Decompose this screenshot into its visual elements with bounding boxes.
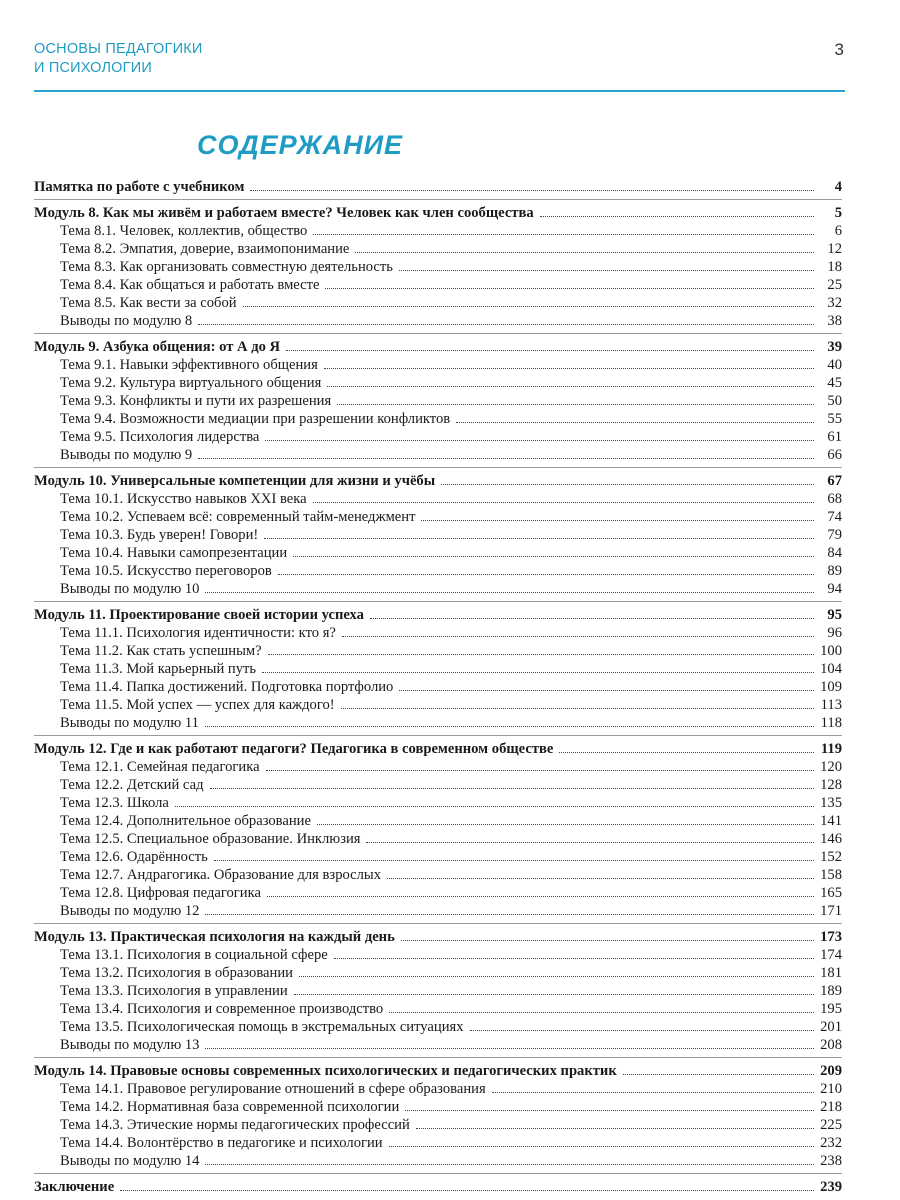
toc-entry-label: Тема 12.1. Семейная педагогика <box>60 759 260 775</box>
toc-topic-entry[interactable] <box>34 490 842 508</box>
toc-entry-page: 173 <box>820 929 842 945</box>
dot-leader <box>293 555 814 557</box>
toc-entry-label: Памятка по работе с учебником <box>34 179 245 195</box>
toc-entry-label: Тема 13.1. Психология в социальной сфере <box>60 947 328 963</box>
toc-topic-entry[interactable] <box>34 240 842 258</box>
dot-leader <box>264 537 814 539</box>
toc-entry-page: 209 <box>820 1063 842 1079</box>
toc-entry-label: Модуль 14. Правовые основы современных психологических и педагогических практик <box>34 1063 617 1079</box>
toc-entry-page: 118 <box>820 715 842 731</box>
toc-entry-label: Модуль 10. Универсальные компетенции для жизни и учёбы <box>34 473 436 489</box>
toc-entry-label: Тема 12.3. Школа <box>60 795 169 811</box>
toc-entry-label: Тема 13.4. Психология и современное производство <box>60 1001 384 1017</box>
toc-entry-page: 66 <box>827 447 842 463</box>
toc-entry-page: 89 <box>827 563 842 579</box>
toc-entry-page: 109 <box>820 679 842 695</box>
toc-entry-label: Тема 14.2. Нормативная база современной психологии <box>60 1099 400 1115</box>
toc-entry-page: 195 <box>820 1001 842 1017</box>
dot-leader <box>441 483 814 485</box>
section-divider <box>34 467 842 468</box>
toc-topic-entry[interactable] <box>34 446 842 464</box>
toc-entry-page: 158 <box>820 867 842 883</box>
toc-topic-entry[interactable] <box>34 276 842 294</box>
toc-topic-entry[interactable] <box>34 884 842 902</box>
book-title-line-1: ОСНОВЫ ПЕДАГОГИКИ <box>34 41 203 57</box>
toc-entry-page: 25 <box>827 277 842 293</box>
book-title <box>34 40 844 78</box>
toc-topic-entry[interactable] <box>34 294 842 312</box>
toc-entry-page: 174 <box>820 947 842 963</box>
toc-section-entry[interactable] <box>34 472 842 490</box>
toc-entry-page: 4 <box>834 179 842 195</box>
toc-entry-label: Тема 11.5. Мой успех — успех для каждого! <box>60 697 335 713</box>
dot-leader <box>250 189 814 191</box>
dot-leader <box>175 805 814 807</box>
toc-entry-label: Выводы по модулю 10 <box>60 581 200 597</box>
toc-topic-entry[interactable] <box>34 714 842 732</box>
toc-section-entry[interactable] <box>34 178 842 196</box>
toc-topic-entry[interactable] <box>34 562 842 580</box>
toc-topic-entry[interactable] <box>34 1152 842 1170</box>
toc-entry-label: Тема 12.4. Дополнительное образование <box>60 813 311 829</box>
dot-leader <box>243 305 814 307</box>
toc-topic-entry[interactable] <box>34 848 842 866</box>
section-divider <box>34 1173 842 1174</box>
toc-entry-label: Тема 9.3. Конфликты и пути их разрешения <box>60 393 332 409</box>
toc-topic-entry[interactable] <box>34 866 842 884</box>
dot-leader <box>370 617 814 619</box>
toc-topic-entry[interactable] <box>34 758 842 776</box>
toc-topic-entry[interactable] <box>34 1018 842 1036</box>
dot-leader <box>198 323 814 325</box>
toc-topic-entry[interactable] <box>34 946 842 964</box>
dot-leader <box>324 367 814 369</box>
toc-entry-page: 104 <box>820 661 842 677</box>
toc-entry-page: 79 <box>827 527 842 543</box>
toc-entry-page: 68 <box>827 491 842 507</box>
dot-leader <box>327 385 814 387</box>
toc-entry-page: 181 <box>820 965 842 981</box>
dot-leader <box>198 457 814 459</box>
toc-entry-label: Тема 8.4. Как общаться и работать вместе <box>60 277 320 293</box>
toc-topic-entry[interactable] <box>34 374 842 392</box>
toc-entry-label: Тема 12.5. Специальное образование. Инклюзия <box>60 831 361 847</box>
dot-leader <box>120 1189 814 1191</box>
dot-leader <box>325 287 814 289</box>
toc-topic-entry[interactable] <box>34 526 842 544</box>
toc-topic-entry[interactable] <box>34 410 842 428</box>
toc-entry-label: Модуль 9. Азбука общения: от А до Я <box>34 339 281 355</box>
toc-entry-label: Тема 10.4. Навыки самопрезентации <box>60 545 288 561</box>
dot-leader <box>341 707 814 709</box>
toc-entry-page: 189 <box>820 983 842 999</box>
toc-topic-entry[interactable] <box>34 392 842 410</box>
toc-section-entry[interactable] <box>34 740 842 758</box>
dot-leader <box>205 1047 814 1049</box>
toc-entry-page: 238 <box>820 1153 842 1169</box>
dot-leader <box>416 1127 814 1129</box>
dot-leader <box>389 1145 814 1147</box>
toc-section-entry[interactable] <box>34 204 842 222</box>
dot-leader <box>299 975 814 977</box>
toc-topic-entry[interactable] <box>34 1080 842 1098</box>
toc-entry-page: 113 <box>820 697 842 713</box>
dot-leader <box>470 1029 814 1031</box>
toc-topic-entry[interactable] <box>34 642 842 660</box>
toc-entry-page: 225 <box>820 1117 842 1133</box>
dot-leader <box>313 501 814 503</box>
toc-entry-page: 94 <box>827 581 842 597</box>
toc-entry-label: Тема 11.3. Мой карьерный путь <box>60 661 257 677</box>
dot-leader <box>421 519 814 521</box>
dot-leader <box>355 251 814 253</box>
toc-topic-entry[interactable] <box>34 678 842 696</box>
toc-entry-label: Тема 8.2. Эмпатия, доверие, взаимопонимание <box>60 241 350 257</box>
toc-entry-page: 232 <box>820 1135 842 1151</box>
toc-entry-label: Выводы по модулю 11 <box>60 715 199 731</box>
toc-entry-label: Модуль 12. Где и как работают педагоги? Педагогика в современном обществе <box>34 741 554 757</box>
toc-entry-page: 128 <box>820 777 842 793</box>
toc-entry-page: 32 <box>827 295 842 311</box>
toc-topic-entry[interactable] <box>34 982 842 1000</box>
toc-section-entry[interactable] <box>34 928 842 946</box>
toc-topic-entry[interactable] <box>34 1098 842 1116</box>
toc-section-entry[interactable] <box>34 1062 842 1080</box>
toc-topic-entry[interactable] <box>34 624 842 642</box>
toc-topic-entry[interactable] <box>34 1134 842 1152</box>
toc-entry-label: Тема 10.2. Успеваем всё: современный тайм-менеджмент <box>60 509 416 525</box>
dot-leader <box>265 439 814 441</box>
page-number: 3 <box>834 40 844 59</box>
toc-topic-entry[interactable] <box>34 1000 842 1018</box>
table-of-contents <box>34 178 842 1196</box>
toc-section-entry[interactable] <box>34 338 842 356</box>
toc-topic-entry[interactable] <box>34 508 842 526</box>
toc-entry-page: 84 <box>827 545 842 561</box>
toc-entry-label: Тема 10.1. Искусство навыков XXI века <box>60 491 307 507</box>
toc-entry-label: Тема 11.4. Папка достижений. Подготовка портфолио <box>60 679 394 695</box>
toc-entry-page: 201 <box>820 1019 842 1035</box>
toc-entry-page: 74 <box>827 509 842 525</box>
dot-leader <box>317 823 814 825</box>
toc-entry-label: Тема 12.7. Андрагогика. Образование для взрослых <box>60 867 382 883</box>
toc-entry-label: Тема 9.5. Психология лидерства <box>60 429 260 445</box>
section-divider <box>34 199 842 200</box>
dot-leader <box>266 769 814 771</box>
toc-entry-label: Выводы по модулю 14 <box>60 1153 200 1169</box>
toc-topic-entry[interactable] <box>34 258 842 276</box>
section-divider <box>34 601 842 602</box>
toc-topic-entry[interactable] <box>34 964 842 982</box>
toc-entry-page: 50 <box>827 393 842 409</box>
toc-entry-label: Тема 13.3. Психология в управлении <box>60 983 288 999</box>
dot-leader <box>313 233 814 235</box>
dot-leader <box>456 421 814 423</box>
toc-entry-label: Тема 11.2. Как стать успешным? <box>60 643 262 659</box>
dot-leader <box>267 895 814 897</box>
toc-entry-label: Тема 10.5. Искусство переговоров <box>60 563 272 579</box>
toc-entry-label: Модуль 11. Проектирование своей истории успеха <box>34 607 364 623</box>
toc-entry-label: Тема 9.2. Культура виртуального общения <box>60 375 322 391</box>
toc-entry-page: 165 <box>820 885 842 901</box>
toc-entry-page: 239 <box>820 1179 842 1195</box>
dot-leader <box>405 1109 814 1111</box>
toc-entry-page: 141 <box>820 813 842 829</box>
toc-entry-label: Тема 9.4. Возможности медиации при разрешении конфликтов <box>60 411 451 427</box>
dot-leader <box>334 957 814 959</box>
dot-leader <box>286 349 814 351</box>
dot-leader <box>623 1073 814 1075</box>
toc-entry-label: Тема 13.5. Психологическая помощь в экстремальных ситуациях <box>60 1019 464 1035</box>
toc-entry-page: 119 <box>820 741 842 757</box>
section-divider <box>34 923 842 924</box>
toc-topic-entry[interactable] <box>34 776 842 794</box>
toc-entry-page: 210 <box>820 1081 842 1097</box>
toc-entry-page: 39 <box>827 339 842 355</box>
toc-entry-page: 5 <box>834 205 842 221</box>
toc-entry-label: Тема 8.3. Как организовать совместную деятельность <box>60 259 393 275</box>
toc-entry-page: 12 <box>827 241 842 257</box>
dot-leader <box>401 939 814 941</box>
toc-entry-label: Заключение <box>34 1179 115 1195</box>
dot-leader <box>268 653 814 655</box>
toc-entry-page: 67 <box>827 473 842 489</box>
dot-leader <box>399 689 814 691</box>
toc-entry-page: 208 <box>820 1037 842 1053</box>
toc-topic-entry[interactable] <box>34 544 842 562</box>
toc-topic-entry[interactable] <box>34 812 842 830</box>
dot-leader <box>366 841 814 843</box>
toc-entry-label: Модуль 13. Практическая психология на каждый день <box>34 929 395 945</box>
toc-entry-label: Тема 12.6. Одарённость <box>60 849 208 865</box>
toc-entry-page: 135 <box>820 795 842 811</box>
dot-leader <box>278 573 814 575</box>
toc-entry-page: 152 <box>820 849 842 865</box>
toc-entry-label: Выводы по модулю 9 <box>60 447 193 463</box>
toc-entry-page: 61 <box>827 429 842 445</box>
section-divider <box>34 1057 842 1058</box>
dot-leader <box>540 215 814 217</box>
toc-entry-page: 18 <box>827 259 842 275</box>
toc-entry-label: Тема 14.4. Волонтёрство в педагогике и психологии <box>60 1135 383 1151</box>
toc-entry-label: Модуль 8. Как мы живём и работаем вместе? Человек как член сообщества <box>34 205 534 221</box>
toc-topic-entry[interactable] <box>34 222 842 240</box>
toc-entry-label: Тема 8.1. Человек, коллектив, общество <box>60 223 308 239</box>
toc-heading: СОДЕРЖАНИЕ <box>196 130 404 160</box>
toc-entry-page: 55 <box>827 411 842 427</box>
dot-leader <box>210 787 815 789</box>
toc-entry-page: 40 <box>827 357 842 373</box>
toc-entry-page: 38 <box>827 313 842 329</box>
book-title-line-2: И ПСИХОЛОГИИ <box>34 60 152 76</box>
dot-leader <box>342 635 814 637</box>
toc-entry-page: 96 <box>827 625 842 641</box>
toc-entry-label: Тема 14.3. Этические нормы педагогических профессий <box>60 1117 410 1133</box>
toc-topic-entry[interactable] <box>34 428 842 446</box>
toc-entry-page: 100 <box>820 643 842 659</box>
toc-entry-label: Тема 12.8. Цифровая педагогика <box>60 885 261 901</box>
toc-topic-entry[interactable] <box>34 794 842 812</box>
toc-entry-page: 6 <box>834 223 842 239</box>
dot-leader <box>337 403 814 405</box>
toc-entry-label: Тема 8.5. Как вести за собой <box>60 295 237 311</box>
dot-leader <box>205 591 814 593</box>
toc-entry-label: Тема 9.1. Навыки эффективного общения <box>60 357 318 373</box>
dot-leader <box>294 993 814 995</box>
toc-entry-label: Тема 13.2. Психология в образовании <box>60 965 293 981</box>
dot-leader <box>399 269 814 271</box>
toc-topic-entry[interactable] <box>34 660 842 678</box>
dot-leader <box>205 725 814 727</box>
toc-entry-label: Выводы по модулю 8 <box>60 313 193 329</box>
toc-topic-entry[interactable] <box>34 1036 842 1054</box>
dot-leader <box>492 1091 814 1093</box>
toc-topic-entry[interactable] <box>34 1116 842 1134</box>
toc-entry-label: Выводы по модулю 12 <box>60 903 200 919</box>
dot-leader <box>205 913 814 915</box>
dot-leader <box>262 671 814 673</box>
toc-entry-label: Тема 12.2. Детский сад <box>60 777 204 793</box>
toc-entry-page: 218 <box>820 1099 842 1115</box>
toc-topic-entry[interactable] <box>34 312 842 330</box>
running-header <box>34 40 844 80</box>
dot-leader <box>214 859 814 861</box>
toc-topic-entry[interactable] <box>34 830 842 848</box>
toc-entry-label: Тема 14.1. Правовое регулирование отношений в сфере образования <box>60 1081 486 1097</box>
toc-entry-page: 45 <box>827 375 842 391</box>
section-divider <box>34 735 842 736</box>
dot-leader <box>387 877 814 879</box>
toc-entry-label: Выводы по модулю 13 <box>60 1037 200 1053</box>
toc-section-entry[interactable] <box>34 606 842 624</box>
section-divider <box>34 333 842 334</box>
toc-entry-page: 120 <box>820 759 842 775</box>
toc-entry-page: 146 <box>820 831 842 847</box>
toc-section-entry[interactable] <box>34 1178 842 1196</box>
toc-entry-label: Тема 11.1. Психология идентичности: кто я? <box>60 625 336 641</box>
toc-topic-entry[interactable] <box>34 580 842 598</box>
toc-entry-page: 95 <box>827 607 842 623</box>
toc-topic-entry[interactable] <box>34 902 842 920</box>
dot-leader <box>559 751 814 753</box>
dot-leader <box>205 1163 814 1165</box>
header-divider <box>34 90 845 92</box>
toc-entry-page: 171 <box>820 903 842 919</box>
dot-leader <box>389 1011 814 1013</box>
toc-topic-entry[interactable] <box>34 356 842 374</box>
toc-topic-entry[interactable] <box>34 696 842 714</box>
toc-entry-label: Тема 10.3. Будь уверен! Говори! <box>60 527 259 543</box>
